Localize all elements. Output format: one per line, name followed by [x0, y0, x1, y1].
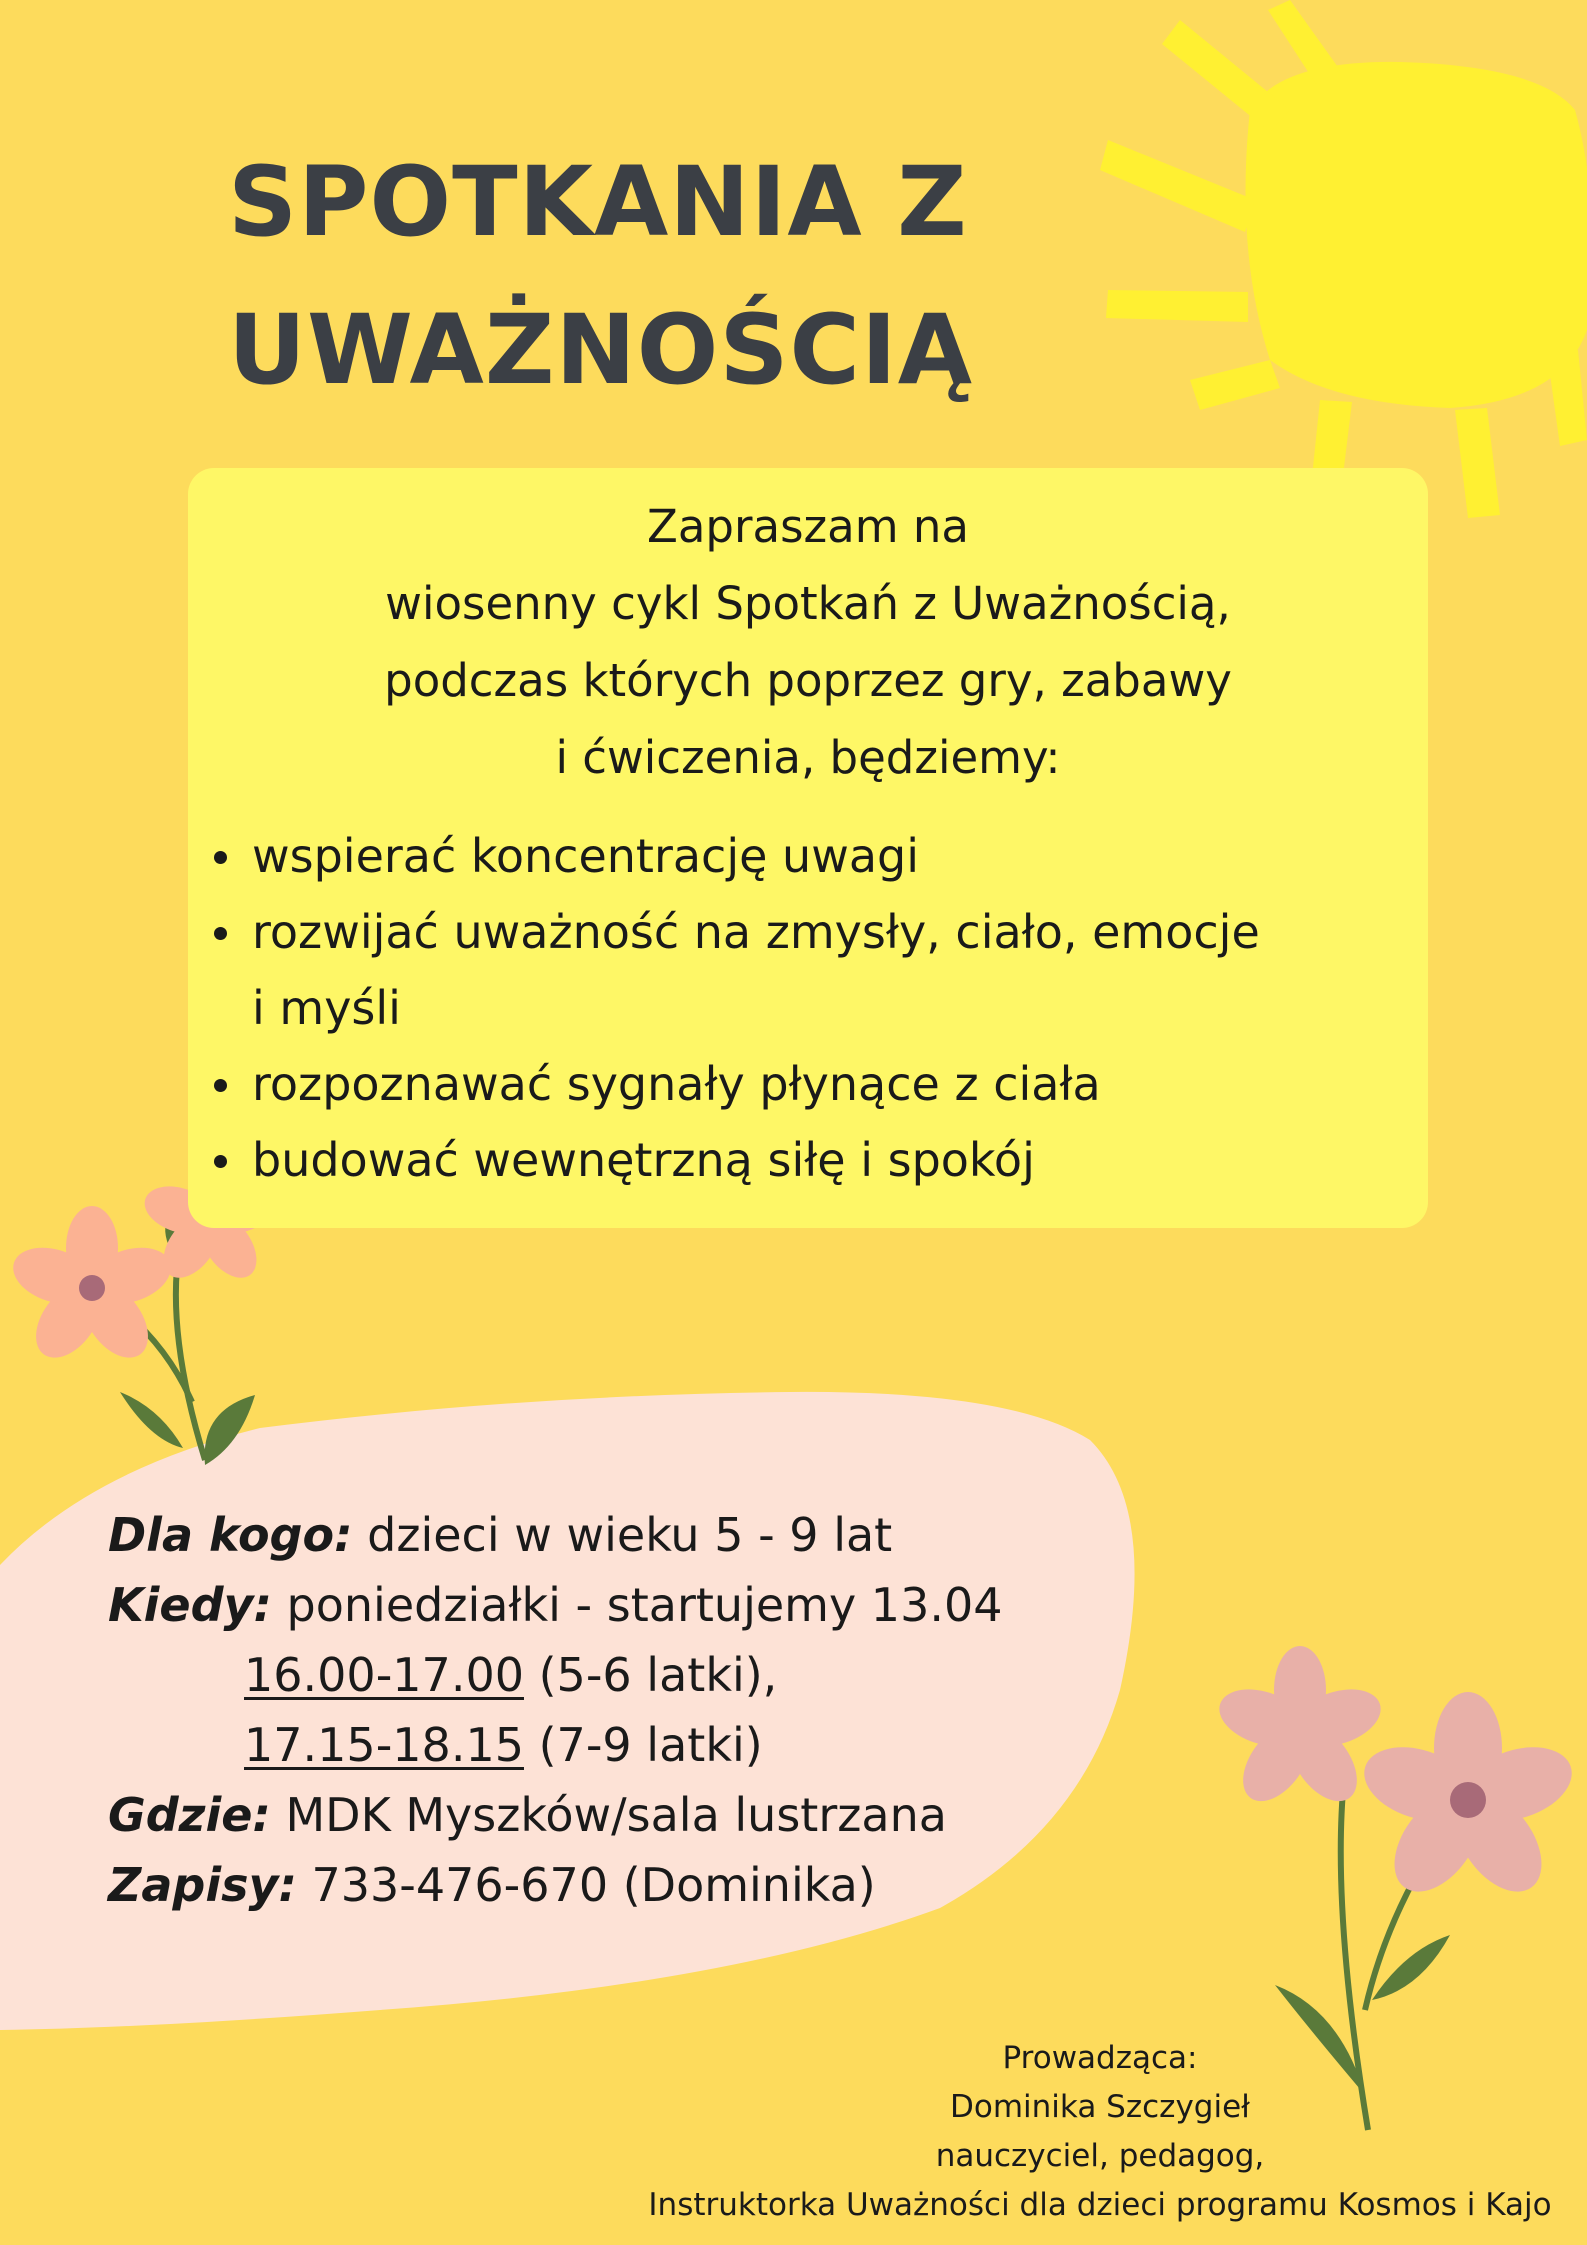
- slot-1-group: (5-6 latki),: [538, 1648, 778, 1702]
- where-row: [108, 1780, 1003, 1850]
- poster-title: [228, 128, 973, 424]
- credit-line: Prowadząca:: [1002, 2040, 1198, 2076]
- organizer-credit: [620, 2034, 1580, 2230]
- event-details: [108, 1500, 1003, 1920]
- slot-1-time: 16.00-17.00: [244, 1648, 524, 1702]
- intro-line: wiosenny cykl Spotkań z Uważnością,: [385, 577, 1231, 630]
- who-label: Dla kogo:: [108, 1508, 353, 1562]
- time-slot-1: [108, 1640, 1003, 1710]
- title-line-1: SPOTKANIA Z: [228, 146, 968, 258]
- intro-line: Zapraszam na: [647, 500, 969, 553]
- signup-row: [108, 1850, 1003, 1920]
- who-row: [108, 1500, 1003, 1570]
- slot-2-group: (7-9 latki): [538, 1718, 763, 1772]
- list-item: budować wewnętrzną siłę i spokój: [210, 1122, 1410, 1198]
- title-line-2: UWAŻNOŚCIĄ: [228, 294, 973, 406]
- goals-list: [210, 818, 1410, 1198]
- slot-2-time: 17.15-18.15: [244, 1718, 524, 1772]
- when-value: poniedziałki - startujemy 13.04: [286, 1578, 1003, 1632]
- time-slot-2: [108, 1710, 1003, 1780]
- credit-line: nauczyciel, pedagog,: [935, 2138, 1265, 2174]
- intro-text: [188, 488, 1428, 796]
- when-label: Kiedy:: [108, 1578, 272, 1632]
- signup-label: Zapisy:: [108, 1858, 297, 1912]
- when-row: [108, 1570, 1003, 1640]
- sun-icon: [1100, 0, 1587, 518]
- signup-value: 733-476-670 (Dominika): [311, 1858, 876, 1912]
- who-value: dzieci w wieku 5 - 9 lat: [367, 1508, 893, 1562]
- intro-line: podczas których poprzez gry, zabawy: [384, 654, 1232, 707]
- list-item: wspierać koncentrację uwagi: [210, 818, 1410, 894]
- list-item: rozpoznawać sygnały płynące z ciała: [210, 1046, 1410, 1122]
- intro-line: i ćwiczenia, będziemy:: [555, 731, 1061, 784]
- credit-line: Dominika Szczygieł: [950, 2089, 1250, 2125]
- where-value: MDK Myszków/sala lustrzana: [285, 1788, 947, 1842]
- list-item: rozwijać uważność na zmysły, ciało, emocje i myśli: [210, 894, 1272, 1046]
- where-label: Gdzie:: [108, 1788, 271, 1842]
- credit-line: Instruktorka Uważności dla dzieci programu Kosmos i Kajo: [648, 2187, 1552, 2223]
